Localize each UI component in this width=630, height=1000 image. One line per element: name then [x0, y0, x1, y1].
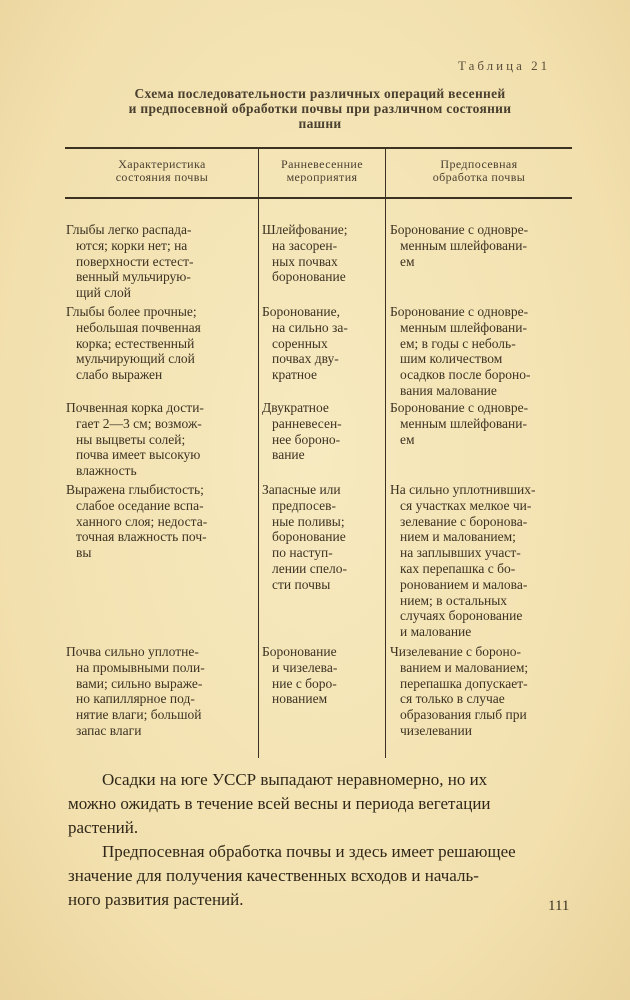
- table-cell: Боронование с одновре- менным шлейфовани- ем: [390, 400, 529, 447]
- table-top-rule: [65, 147, 572, 149]
- table-cell: Боронование с одновре- менным шлейфовани- ем: [390, 222, 529, 269]
- body-paragraph: Осадки на юге УССР выпадают неравномерно, но их можно ожидать в течение всей весны и периода вегетации растений.: [68, 770, 491, 837]
- column-header-soil-state: Характеристика состояния почвы: [115, 157, 209, 184]
- table-header-rule: [65, 197, 572, 199]
- table-label: Таблица 21: [458, 58, 551, 73]
- table-cell: Почва сильно уплотне- на промывными поли- вами; сильно выраже- но капиллярное под- нятие влаги; большой запас влаги: [66, 644, 205, 738]
- page-number: 111: [548, 898, 570, 914]
- table-cell: Боронование и чизелева- ние с боро- нованием: [262, 644, 338, 707]
- table-cell: Боронование, на сильно за- соренных почвах дву- кратное: [262, 304, 348, 383]
- table-cell: Двукратное ранневесен- нее бороно- вание: [262, 400, 342, 463]
- table-cell: Почвенная корка дости- гает 2—3 см; возмож- ны выцветы солей; почва имеет высокую влажность: [66, 400, 204, 479]
- table-cell: Глыбы более прочные; небольшая почвенная корка; естественный мульчирующий слой слабо выражен: [66, 304, 201, 383]
- table-cell: Боронование с одновре- менным шлейфовани- ем; в годы с неболь- шим количеством осадков после бороно- вания малование: [390, 304, 531, 398]
- table-cell: Запасные или предпосев- ные поливы; боронование по наступ- лении спело- сти почвы: [262, 482, 347, 592]
- table-cell: Выражена глыбистость; слабое оседание вспа- ханного слоя; недоста- точная влажность поч- вы: [66, 482, 208, 561]
- table-cell: На сильно уплотнивших- ся участках мелкое чи- зелевание с боронова- нием и малованием; на заплывших участ- ках перепашка с бо- ронованием и малова- нием; в остальных случаях боронование и малование: [390, 482, 536, 640]
- table-cell: Шлейфование; на засорен- ных почвах боронование: [262, 222, 348, 285]
- column-header-early-spring: Ранневесенние мероприятия: [281, 157, 363, 184]
- table-cell: Глыбы легко распада- ются; корки нет; на поверхности естест- венный мульчирую- щий слой: [66, 222, 194, 301]
- body-paragraph: Предпосевная обработка почвы и здесь имеет решающее значение для получения качественных всходов и началь- ного развития растений.: [68, 842, 516, 909]
- table-title: Схема последовательности различных операций весенней и предпосевной обработки почвы при различном состоянии пашни: [128, 86, 512, 131]
- column-header-presowing: Предпосевная обработка почвы: [432, 157, 526, 184]
- table-cell: Чизелевание с бороно- ванием и малованием; перепашка допускает- ся только в случае образования глыб при чизелевании: [390, 644, 529, 738]
